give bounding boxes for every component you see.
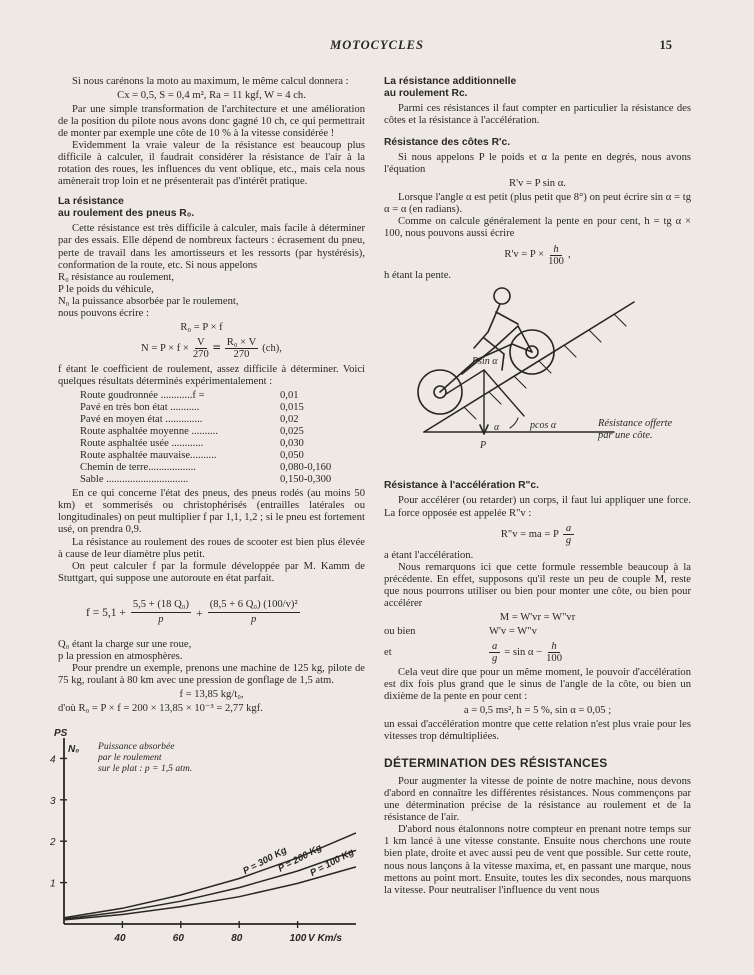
row-value: 0,02 xyxy=(280,414,299,426)
label-alpha: α xyxy=(494,422,500,433)
series-label: P = 300 Kg xyxy=(241,844,289,878)
definition-line: nous pouvons écrire : xyxy=(58,307,149,319)
page-number: 15 xyxy=(659,38,672,52)
values-line: Cx = 0,5, S = 0,4 m², Ra = 11 kgf, W = 4 ch. xyxy=(117,90,306,102)
equation-row xyxy=(384,639,691,667)
paragraph: un essai d'accélération montre que cette relation n'est plus vraie pour les vitesses trop démultipliées. xyxy=(384,719,691,743)
paragraph: Par une simple transformation de l'architecture et une amélioration de la position du pilote nous avons donc gagné 10 ch, ce qui permettrait de monter par exemple une côte de 10 % à la vitesse considérée ! xyxy=(58,104,365,140)
denominator: p xyxy=(251,614,257,626)
equation: R'v = P sin α. xyxy=(509,178,566,190)
label-p: P xyxy=(480,440,487,451)
label-psin: Psin α xyxy=(472,356,498,367)
numerator: h xyxy=(550,244,561,256)
eq-part: (ch), xyxy=(262,342,282,354)
equation: M = W'vr = W"vr xyxy=(499,611,576,623)
label-pcos: pcos α xyxy=(530,420,557,431)
section-heading: Résistance des côtes R'c. xyxy=(384,137,511,149)
row-key: Route asphaltée moyenne .......... xyxy=(80,426,218,438)
paragraph: a étant l'accélération. xyxy=(384,549,474,561)
equation: d'où R₀ = P × f = 200 × 13,85 × 10⁻³ = 2,77 kgf. xyxy=(58,702,263,714)
eq-part: , xyxy=(567,249,571,261)
rolling-coefficient-table xyxy=(80,390,365,486)
x-tick-label: 100 xyxy=(289,933,307,944)
chart-annotation: sur le plat : p = 1,5 atm. xyxy=(98,763,193,774)
paragraph: On peut calculer f par la formule développée par M. Kamm de Stuttgart, qui suppose une autoroute en état parfait. xyxy=(58,560,365,584)
y-tick-label: 3 xyxy=(50,795,56,807)
row-key: Chemin de terre.................. xyxy=(80,462,196,474)
kamm-formula xyxy=(58,591,365,635)
rolling-power-chart xyxy=(38,724,368,952)
row-value: 0,025 xyxy=(280,426,304,438)
table-row xyxy=(80,390,365,402)
figure-caption xyxy=(598,418,672,442)
equation: W'v = W"v xyxy=(489,625,537,637)
fraction xyxy=(225,337,259,360)
paragraph: Pour augmenter la vitesse de pointe de notre machine, nous devons d'abord en connaître les différentes résistances. Nous commençons par une détermination précise de la résistance au roulement et de la résistance de l'air. xyxy=(384,776,691,824)
numerator: h xyxy=(548,641,559,653)
fraction xyxy=(489,641,500,664)
numerator: 5,5 + (18 Q₀) xyxy=(131,598,191,613)
row-key: Route goudronnée ............f = xyxy=(80,389,205,401)
fraction xyxy=(546,641,562,664)
rider-arm xyxy=(496,312,518,324)
table-row xyxy=(80,462,365,474)
heading-line: La résistance xyxy=(58,196,124,208)
definition-line: p la pression en atmosphères. xyxy=(58,650,183,662)
table-row xyxy=(80,450,365,462)
y-tick-label: 4 xyxy=(50,754,56,766)
alpha-arc xyxy=(510,418,518,428)
row-key: Pavé en moyen état .............. xyxy=(80,414,203,426)
equation-fraction xyxy=(384,242,691,268)
x-tick-label: 80 xyxy=(231,933,243,944)
definition-line: R₀ résistance au roulement, xyxy=(58,271,175,283)
heading-line: La résistance additionnelle xyxy=(384,76,517,87)
eq-part: = sin α − xyxy=(504,646,543,658)
right-column xyxy=(384,76,691,897)
table-row xyxy=(80,474,365,486)
row-value: 0,050 xyxy=(280,450,304,462)
definition-line: Q₀ étant la charge sur une roue, xyxy=(58,638,192,650)
section-heading xyxy=(384,76,691,100)
numerator: (8,5 + 6 Q₀) (100/v)² xyxy=(208,598,300,613)
equation-row xyxy=(384,626,691,639)
section-heading: Résistance à l'accélération R"c. xyxy=(384,480,539,492)
paragraph: Cela veut dire que pour un même moment, le pouvoir d'accélération est dix fois plus grand que le sinus de l'angle de la côte, ou bien un dixième de la pente en pour cent : xyxy=(384,666,691,702)
table-row xyxy=(80,414,365,426)
paragraph: f étant le coefficient de roulement, assez difficile à déterminer. Voici quelques résultats déterminés expérimentalement : xyxy=(58,363,365,387)
series-label: P = 200 Kg xyxy=(276,842,324,875)
equation: f = 13,85 kg/t₀, xyxy=(179,688,244,700)
row-key: Route asphaltée usée ............ xyxy=(80,438,204,450)
heading-line: au roulement des pneus R₀. xyxy=(58,208,195,220)
denominator: 100 xyxy=(546,653,562,665)
slope-line xyxy=(424,302,634,432)
equation: R₀ = P × f xyxy=(180,321,223,333)
denominator: p xyxy=(158,614,164,626)
paragraph: En ce qui concerne l'état des pneus, des pneus rodés (au moins 50 km) et sommerisés ou christophérisés (entrailles latérales ou longitudinales) on peut multiplier f par 1,1, 1,2 ; si le pneu est fortement usé, on prendra 0,9. xyxy=(58,488,365,536)
paragraph: D'abord nous étalonnons notre compteur en prenant notre temps sur 1 km lancé à une vitesse constante. Ensuite nous cherchons une route bien plate, droite et avec aussi peu de vent que possible. Sur cette route, nous nous lançons à la vitesse maxima, et, en passant une marque, nous mettons au point mort. Ensuite, toutes les dix secondes, nous marquons la vitesse. Pour neutraliser l'influence du vent nous xyxy=(384,824,691,896)
series-line xyxy=(64,850,356,919)
row-key: Pavé en très bon état ........... xyxy=(80,401,200,413)
equation-fraction xyxy=(384,522,691,548)
paragraph: Cette résistance est très difficile à calculer, mais facile à déterminer par des essais. Elle dépend de nombreux facteurs : écrasement du pneu, perte de travail dans les amortisseurs et les ressorts (par hystérésis), conformation de la route, etc. Si nous appelons xyxy=(58,223,365,271)
table-row xyxy=(80,426,365,438)
eq-part: R"v = ma = P xyxy=(500,528,559,540)
chart-annotation: Puissance absorbée xyxy=(98,741,175,752)
paragraph: Si nous appelons P le poids et α la pente en degrés, nous avons l'équation xyxy=(384,152,691,176)
row-key: Sable ............................... xyxy=(80,474,189,486)
paragraph: Pour prendre un exemple, prenons une machine de 125 kg, pilote de 75 kg, roulant à 80 km avec une pression de gonflage de 1,5 atm. xyxy=(58,662,365,686)
caption-line: par une côte. xyxy=(598,430,653,441)
denominator: 270 xyxy=(233,349,250,361)
table-row xyxy=(80,402,365,414)
y-label: N₀ xyxy=(68,744,80,755)
left-column xyxy=(58,76,365,715)
eq-part: = xyxy=(212,340,221,356)
denominator: 100 xyxy=(548,255,564,267)
denominator: 270 xyxy=(192,349,209,361)
fraction xyxy=(548,244,564,267)
paragraph: Nous remarquons ici que cette formule ressemble beaucoup à la précédente. En effet, supposons qu'il reste un peu de couple M, reste que nous pourrons utiliser ou bien pour monter une côte, ou bien pour accélérer xyxy=(384,561,691,609)
x-tick-label: 40 xyxy=(114,933,126,944)
row-value: 0,080-0,160 xyxy=(280,462,332,474)
table-row xyxy=(80,438,365,450)
paragraph: h étant la pente. xyxy=(384,270,452,282)
denominator: g xyxy=(565,535,572,547)
fraction xyxy=(208,598,300,627)
eq-part: f = 5,1 + xyxy=(86,606,126,619)
y-tick-label: 2 xyxy=(50,837,56,849)
paragraph: Si nous carénons la moto au maximum, le même calcul donnera : xyxy=(72,76,349,87)
caption-line: Résistance offerte xyxy=(598,418,673,429)
paragraph: Pour accélérer (ou retarder) un corps, il faut lui appliquer une force. La force opposée est appelée R"v : xyxy=(384,495,691,519)
section-heading-major: DÉTERMINATION DES RÉSISTANCES xyxy=(384,756,608,771)
eq-part: N = P × f × xyxy=(141,342,189,354)
header-title: MOTOCYCLES xyxy=(330,38,424,52)
numerator: a xyxy=(489,641,500,653)
definition-line: P le poids du véhicule, xyxy=(58,283,154,295)
row-key: Route asphaltée mauvaise.......... xyxy=(80,450,217,462)
paragraph: Comme on calcule généralement la pente en pour cent, h = tg α × 100, nous pouvons aussi écrire xyxy=(384,216,691,240)
y-label-ps: PS xyxy=(54,728,68,739)
fraction xyxy=(563,523,574,546)
series-label: P = 100 Kg xyxy=(308,846,356,879)
rider-head xyxy=(494,288,510,304)
denominator: g xyxy=(492,653,498,665)
definition-line: N₀ la puissance absorbée par le roulement, xyxy=(58,295,239,307)
eq-prefix: et xyxy=(384,646,392,658)
row-value: 0,150-0,300 xyxy=(280,474,332,486)
equation-fraction xyxy=(58,336,365,362)
y-tick-label: 1 xyxy=(50,878,56,890)
fraction xyxy=(193,337,209,360)
section-heading xyxy=(58,196,365,220)
numerator: R₀ × V xyxy=(226,337,257,349)
equation: a = 0,5 ms², h = 5 %, sin α = 0,05 ; xyxy=(463,704,612,716)
fraction xyxy=(131,598,191,627)
numerator: a xyxy=(563,523,574,535)
paragraph: Lorsque l'angle α est petit (plus petit que 8°) on peut écrire sin α = tg α = α (en radians). xyxy=(384,192,691,216)
row-value: 0,030 xyxy=(280,438,304,450)
numerator: V xyxy=(196,337,205,349)
chart-annotation: par le roulement xyxy=(98,752,162,763)
bike-frame xyxy=(440,344,532,392)
paragraph: Evidemment la vraie valeur de la résistance est beaucoup plus difficile à calculer, il faudrait considérer la résistance de l'air à la rotation des roues, les influences du vent oblique, etc., mais cela nous amènerait trop loin et ne présenterait pas d'intérêt pratique. xyxy=(58,140,365,188)
paragraph: La résistance au roulement des roues de scooter est bien plus élevée à cause de leur diamètre plus petit. xyxy=(58,536,365,560)
heading-line: au roulement Rc. xyxy=(384,88,468,99)
x-label: V Km/s xyxy=(308,933,342,944)
running-header xyxy=(0,38,754,56)
paragraph: Parmi ces résistances il faut compter en particulier la résistance des côtes et la résistance à l'accélération. xyxy=(384,103,691,127)
x-tick-label: 60 xyxy=(172,933,184,944)
row-value: 0,015 xyxy=(280,401,304,413)
eq-part: + xyxy=(195,605,203,620)
eq-part: R'v = P × xyxy=(504,249,545,261)
row-value: 0,01 xyxy=(280,389,299,401)
eq-prefix: ou bien xyxy=(384,625,416,637)
